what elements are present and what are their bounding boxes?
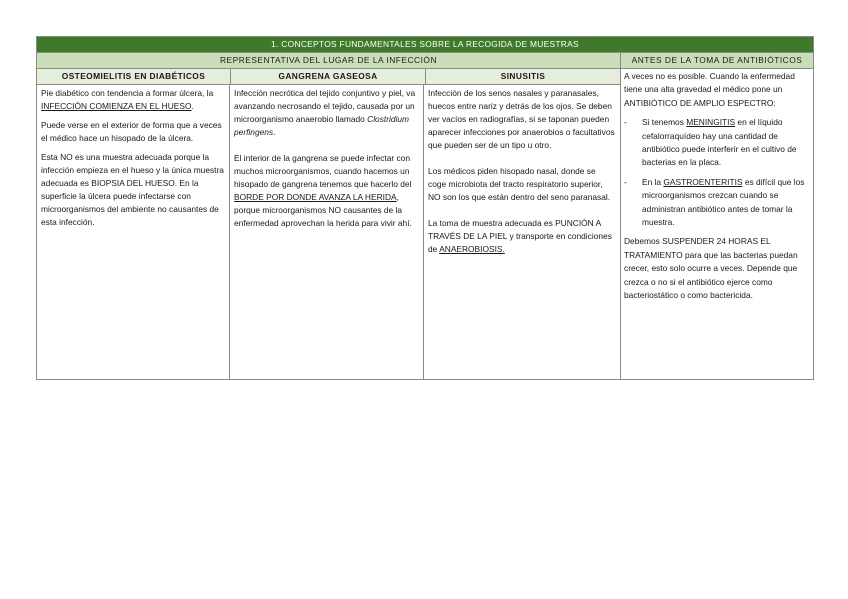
table-body <box>37 69 813 379</box>
gangrena-p2-emphasis: BORDE POR DONDE AVANZA LA HERIDA <box>234 192 397 202</box>
bullet-dash: - <box>624 176 627 187</box>
bullet-1-text <box>642 116 810 170</box>
osteomielitis-cell <box>37 85 230 379</box>
sinusitis-cell <box>424 85 620 379</box>
gangrena-p1-text: Infección necrótica del tejido conjuntivo y piel, va avanzando necrosando el tejido, causada por un microorganismo anaerobio llamado <box>234 88 416 124</box>
antibioticos-outro: Debemos SUSPENDER 24 HORAS EL TRATAMIENTO para que las bacterias puedan crecer, esto solo ocurre a veces. Depende que crezca o no si el antibiótico ejerce como bacteriostático o como bactericida. <box>624 236 798 301</box>
subheader-osteomielitis: OSTEOMIELITIS EN DIABÉTICOS <box>37 69 231 84</box>
bullet-2-rest: es difícil que los microorganismos crezcan cuando se administran antibiótico antes de tomar la muestra. <box>642 176 805 228</box>
gangrena-p2-end: , porque microorganismos NO causantes de la enfermedad aprovechan la herida para vivir ahí. <box>234 192 412 228</box>
table-title: 1. CONCEPTOS FUNDAMENTALES SOBRE LA RECOGIDA DE MUESTRAS <box>271 39 579 49</box>
sinusitis-paragraph-2: Los médicos piden hisopado nasal, donde se coge microbiota del tracto respiratorio superior, NO son los que están dentro del seno paranasal. <box>428 166 611 202</box>
bullet-2-emphasis: GASTROENTERITIS <box>663 176 743 187</box>
gangrena-cell <box>230 85 424 379</box>
subheader-sinusitis: SINUSITIS <box>500 71 546 81</box>
osteo-p1-emphasis: INFECCIÓN COMIENZA EN EL HUESO <box>41 101 192 111</box>
gangrena-paragraph-1 <box>234 87 419 139</box>
sinusitis-p3-emphasis: ANAEROBIOSIS. <box>439 244 505 254</box>
gangrena-p1-end: . <box>273 127 276 137</box>
antibioticos-bullet-2 <box>624 176 810 230</box>
bullet-dash: - <box>624 117 627 128</box>
bullet-1-rest: en el líquido cefalorraquídeo hay una cantidad de antibiótico puede interferir en el cultivo de bacterias en la placa. <box>642 117 797 168</box>
gangrena-paragraph-2 <box>234 152 419 230</box>
columns-content <box>37 85 620 379</box>
bullet-1-lead: Si tenemos <box>642 117 687 128</box>
sinusitis-paragraph-3 <box>428 217 616 256</box>
osteo-paragraph-1 <box>41 87 225 113</box>
header-representativa: REPRESENTATIVA DEL LUGAR DE LA INFECCIÓN <box>37 53 621 68</box>
bullet-1-emphasis: MENINGITIS <box>686 117 736 128</box>
subheader-row <box>37 69 620 85</box>
bullet-2-lead: En la <box>642 176 664 187</box>
antibioticos-bullet-1 <box>624 116 810 170</box>
sinusitis-paragraph-1: Infección de los senos nasales y paranasales, huecos entre nariz y detrás de los ojos. Se deben ver vacíos en radiografías, si se taponan pueden aparecer infecciones por anaerobios o facultativos que pueden ser de un tipo u otro. <box>428 88 615 150</box>
osteo-p1-text: Pie diabético con tendencia a formar úlcera, la <box>41 88 214 98</box>
header-antibioticos: ANTES DE LA TOMA DE ANTIBIÓTICOS <box>631 55 803 65</box>
antibioticos-cell <box>621 69 813 379</box>
osteo-p1-end: . <box>191 101 194 111</box>
concepts-table <box>36 36 814 380</box>
gangrena-p2-text: El interior de la gangrena se puede infectar con muchos microorganismos, cuando hacemos un hisopado de gangrena tenemos que hacerlo del <box>234 153 412 189</box>
sinusitis-p3-text: La toma de muestra adecuada es PUNCIÓN A TRAVÉS DE LA PIEL y transporte en condiciones de <box>428 218 612 254</box>
representativa-block <box>37 69 621 379</box>
osteo-paragraph-3: Esta NO es una muestra adecuada porque la infección empieza en el hueso y la única muestra adecuada es BIOPSIA DEL HUESO. En la superficie la úlcera puede infectarse con microorganismos del ambiente no causantes de esta infección. <box>41 152 224 227</box>
subheader-gangrena: GANGRENA GASEOSA <box>231 69 426 84</box>
osteo-paragraph-2: Puede verse en el exterior de forma que a veces el médico hace un hisopado de la úlcera. <box>41 120 222 143</box>
section-header-row <box>37 53 813 69</box>
gangrena-p1-species: Clostridium perfingens <box>234 114 410 137</box>
antibioticos-intro: A veces no es posible. Cuando la enfermedad tiene una alta gravedad el médico pone un ANTIBIÓTICO DE AMPLIO ESPECTRO: <box>624 71 795 108</box>
bullet-2-text <box>642 176 810 230</box>
title-row <box>37 37 813 53</box>
